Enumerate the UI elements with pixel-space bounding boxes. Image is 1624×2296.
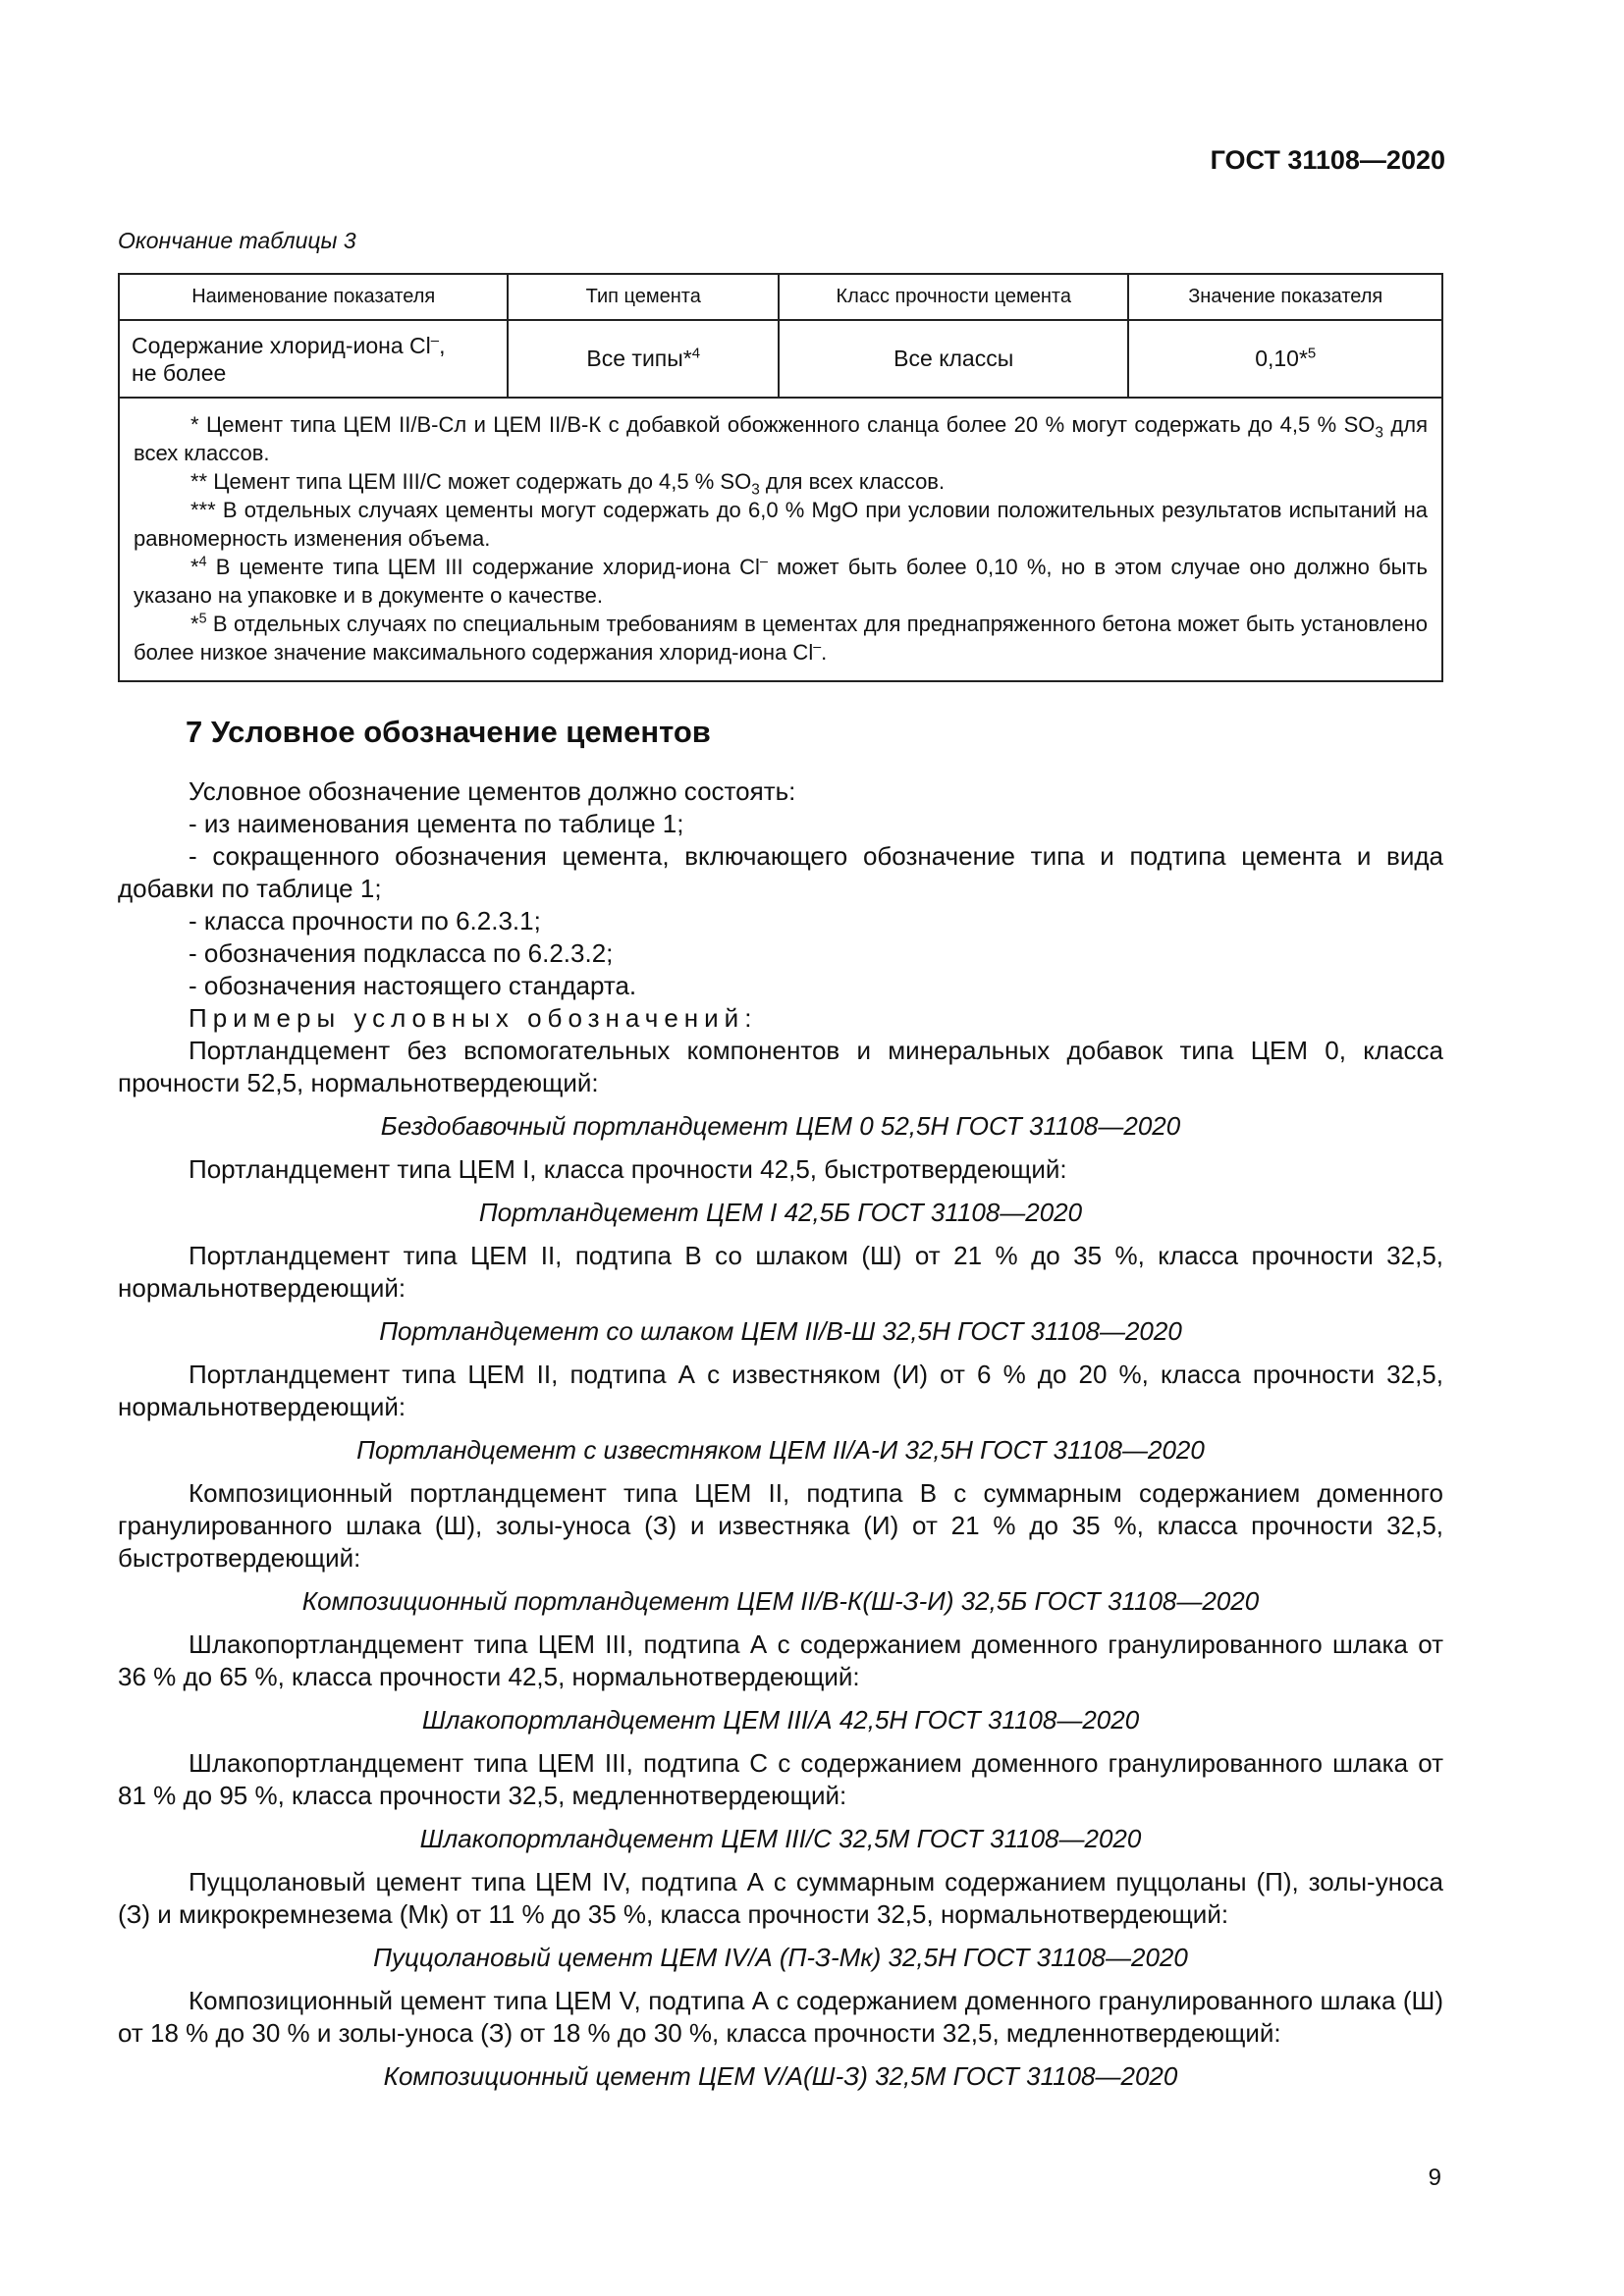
example-designation: Шлакопортландцемент ЦЕМ III/А 42,5Н ГОСТ 31108—2020: [421, 1705, 1140, 1735]
example-text: Композиционный портландцемент типа ЦЕМ II, подтипа В с суммарным содержанием доменного гранулированного шлака (Ш), золы-уноса (З) и известняка (И) от 21 % до 35 %, класса прочности 32,5, быстротвердеющий:: [118, 1478, 1443, 1573]
example-text: Портландцемент типа ЦЕМ I, класса прочности 42,5, быстротвердеющий:: [189, 1154, 1067, 1184]
note-2-text: ** Цемент типа ЦЕМ III/С может содержать до 4,5 % SO: [190, 469, 752, 494]
example-designation: Шлакопортландцемент ЦЕМ III/С 32,5М ГОСТ 31108—2020: [419, 1824, 1142, 1853]
cell-indicator-name: [119, 320, 508, 398]
table-header-row: [119, 274, 1442, 320]
list-item: - обозначения настоящего стандарта.: [189, 971, 637, 1000]
indicator-name-line2: не более: [132, 359, 227, 386]
section-title: 7 Условное обозначение цементов: [186, 715, 711, 749]
header-strength-class: Класс прочности цемента: [779, 274, 1128, 320]
section-intro: Условное обозначение цементов должно состоять:: [189, 776, 796, 806]
note-4-sup: 4: [198, 554, 207, 570]
standard-header: ГОСТ 31108—2020: [1210, 145, 1445, 175]
indicator-value-sup: 5: [1307, 345, 1317, 362]
list-item: - класса прочности по 6.2.3.1;: [189, 906, 541, 935]
table-caption: Окончание таблицы 3: [118, 228, 356, 253]
page-number: 9: [1428, 2164, 1441, 2191]
note-2-sub: 3: [751, 481, 760, 499]
table-notes-row: [119, 398, 1442, 681]
example-designation: Композиционный портландцемент ЦЕМ II/В-К(Ш-З-И) 32,5Б ГОСТ 31108—2020: [301, 1586, 1260, 1616]
section-body: [118, 775, 1443, 2104]
note-3: *** В отдельных случаях цементы могут содержать до 6,0 % MgO при условии положительных результатов испытаний на равномерность изменения объема.: [134, 498, 1428, 551]
note-4-text: В цементе типа ЦЕМ III содержание хлорид-иона Cl: [206, 555, 760, 579]
note-1: [134, 410, 1428, 467]
note-4-sup2: –: [759, 554, 768, 570]
example-text: Композиционный цемент типа ЦЕМ V, подтипа А с содержанием доменного гранулированного шлака (Ш) от 18 % до 30 % и золы-уноса (З) от 18 % до 30 %, класса прочности 32,5, медленнотвердеющий:: [118, 1986, 1443, 2048]
example-designation: Портландцемент ЦЕМ I 42,5Б ГОСТ 31108—2020: [478, 1198, 1083, 1227]
indicator-name-sup: –: [430, 331, 440, 348]
example-designation: Пуццолановый цемент ЦЕМ IV/А (П-З-Мк) 32,5Н ГОСТ 31108—2020: [373, 1943, 1188, 1972]
note-1-text: * Цемент типа ЦЕМ II/В-Сл и ЦЕМ II/В-К с добавкой обожженного сланца более 20 % могут содержать до 4,5 % SO: [190, 412, 1376, 437]
example-designation: Портландцемент со шлаком ЦЕМ II/В-Ш 32,5Н ГОСТ 31108—2020: [379, 1316, 1182, 1346]
cell-cement-type: [508, 320, 779, 398]
example-text: Портландцемент типа ЦЕМ II, подтипа В со шлаком (Ш) от 21 % до 35 %, класса прочности 32,5, нормальнотвердеющий:: [118, 1241, 1443, 1303]
example-text: Пуццолановый цемент типа ЦЕМ IV, подтипа А с суммарным содержанием пуццоланы (П), золы-уноса (З) и микрокремнезема (Мк) от 11 % до 35 %, класса прочности 32,5, нормальнотвердеющий:: [118, 1867, 1443, 1929]
note-5-sup2: –: [813, 639, 822, 656]
header-cement-type: Тип цемента: [508, 274, 779, 320]
indicator-value-text: 0,10*: [1255, 346, 1308, 371]
list-item: - из наименования цемента по таблице 1;: [189, 809, 684, 838]
cement-type-text: Все типы*: [586, 346, 692, 371]
note-1-sub: 3: [1375, 424, 1383, 442]
note-5-text: В отдельных случаях по специальным требованиям в цементах для преднапряженного бетона может быть установлено более низкое значение максимального содержания хлорид-иона Cl: [134, 612, 1428, 665]
indicator-table: [118, 273, 1443, 682]
table-notes: [119, 398, 1442, 681]
example-text: Портландцемент без вспомогательных компонентов и минеральных добавок типа ЦЕМ 0, класса прочности 52,5, нормальнотвердеющий:: [118, 1036, 1443, 1097]
example-text: Шлакопортландцемент типа ЦЕМ III, подтипа А с содержанием доменного гранулированного шлака от 36 % до 65 %, класса прочности 42,5, нормальнотвердеющий:: [118, 1629, 1443, 1691]
cell-indicator-value: [1128, 320, 1442, 398]
example-designation: Бездобавочный портландцемент ЦЕМ 0 52,5Н ГОСТ 31108—2020: [380, 1111, 1181, 1141]
note-4: [134, 553, 1428, 610]
note-5: [134, 610, 1428, 667]
note-4-mark: *: [190, 555, 199, 579]
header-indicator-name: Наименование показателя: [119, 274, 508, 320]
note-5-sup: 5: [198, 611, 207, 627]
indicator-name-comma: ,: [439, 332, 446, 358]
note-5-mark: *: [190, 612, 199, 636]
note-2-tail: для всех классов.: [759, 469, 946, 494]
note-4-tail: может быть более 0,10 %, но в этом случае оно должно быть указано на упаковке и в документе о качестве.: [134, 555, 1429, 608]
example-text: Портландцемент типа ЦЕМ II, подтипа А с известняком (И) от 6 % до 20 %, класса прочности 32,5, нормальнотвердеющий:: [118, 1360, 1443, 1421]
note-5-tail: .: [821, 640, 828, 665]
indicator-name-text: Содержание хлорид-иона Cl: [132, 332, 431, 358]
cement-type-sup: 4: [691, 345, 701, 362]
list-item: - сокращенного обозначения цемента, включающего обозначение типа и подтипа цемента и вида добавки по таблице 1;: [118, 841, 1443, 903]
list-item: - обозначения подкласса по 6.2.3.2;: [189, 938, 614, 968]
note-1-tail: для всех классов.: [134, 412, 1428, 465]
table-row: [119, 320, 1442, 398]
note-2: [134, 467, 1428, 499]
example-designation: Портландцемент с известняком ЦЕМ II/А-И 32,5Н ГОСТ 31108—2020: [356, 1435, 1205, 1465]
example-text: Шлакопортландцемент типа ЦЕМ III, подтипа С с содержанием доменного гранулированного шлака от 81 % до 95 %, класса прочности 32,5, медленнотвердеющий:: [118, 1748, 1443, 1810]
examples-heading: Примеры условных обозначений:: [189, 1003, 758, 1033]
cell-strength-class: Все классы: [779, 320, 1128, 398]
header-indicator-value: Значение показателя: [1128, 274, 1442, 320]
example-designation: Композиционный цемент ЦЕМ V/А(Ш-З) 32,5М ГОСТ 31108—2020: [383, 2061, 1178, 2091]
